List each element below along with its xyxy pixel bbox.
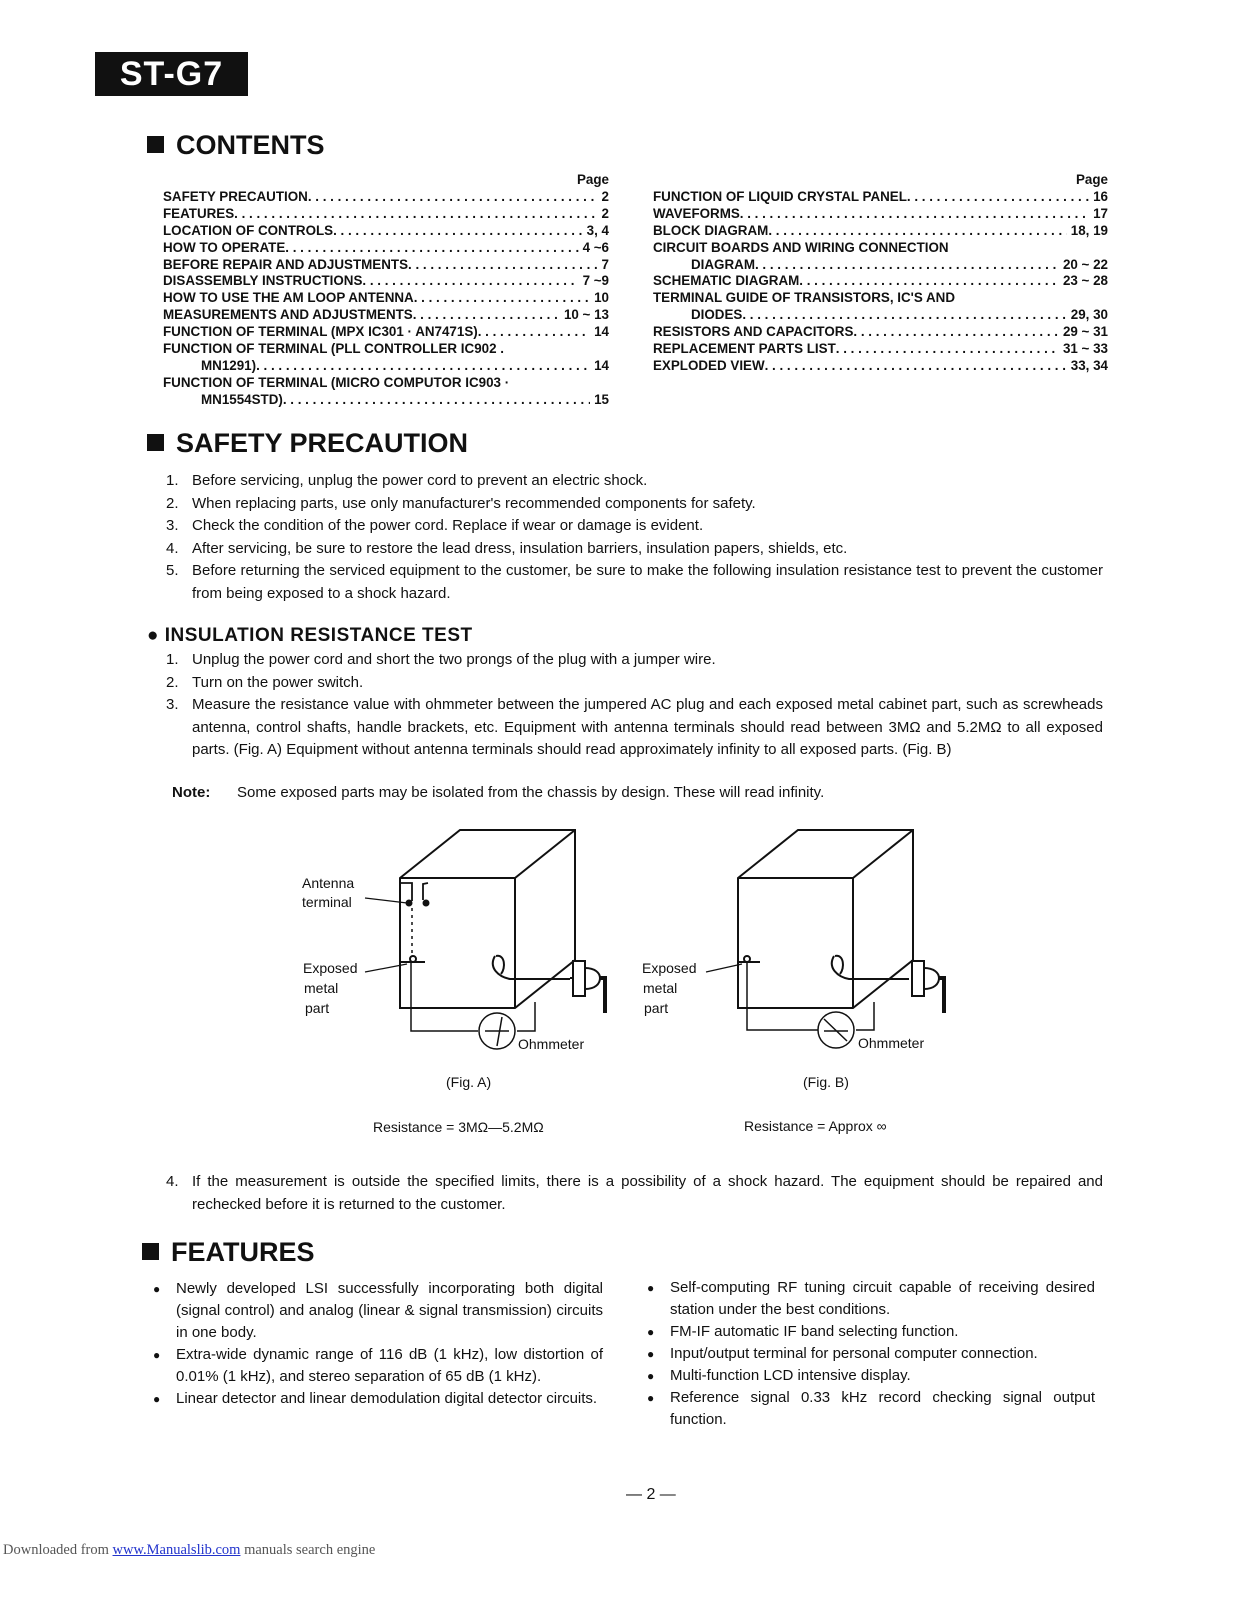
toc-entry-title: MN1554STD) — [201, 391, 283, 407]
manualslib-link[interactable]: www.Manualslib.com — [112, 1542, 241, 1558]
resistance-a: Resistance = 3MΩ—5.2MΩ — [373, 1119, 544, 1135]
list-text: When replacing parts, use only manufacturer's recommended components for safety. — [192, 494, 756, 512]
toc-leader-dots — [755, 257, 1059, 274]
toc-leader-dots — [414, 290, 590, 307]
toc-entry — [653, 206, 1108, 223]
list-number: 3. — [166, 696, 179, 714]
toc-entry-title: BLOCK DIAGRAM — [653, 222, 769, 238]
toc-entry-title: HOW TO OPERATE — [163, 239, 286, 255]
model-badge: ST-G7 — [95, 52, 248, 96]
list-item — [166, 649, 1103, 672]
antenna-terminal-label — [302, 874, 354, 912]
toc-entry-page: 3, 4 — [586, 222, 609, 238]
list-number: 2. — [166, 673, 179, 691]
list-item — [166, 694, 1103, 762]
toc-entry-page: 29 ~ 31 — [1062, 324, 1108, 340]
toc-leader-dots — [907, 189, 1089, 206]
list-text: Unplug the power cord and short the two prongs of the plug with a jumper wire. — [192, 651, 716, 668]
list-item — [166, 560, 1103, 605]
footer-suffix: manuals search engine — [240, 1542, 376, 1558]
list-item — [166, 672, 1103, 695]
list-item — [166, 538, 1103, 561]
insulation-list — [166, 649, 1103, 762]
insulation-heading: ● INSULATION RESISTANCE TEST — [147, 625, 473, 646]
heading-square-icon — [142, 1243, 159, 1260]
toc-entry-page: 4 ~6 — [582, 239, 609, 255]
toc-leader-dots — [799, 273, 1059, 290]
toc-entry-title: WAVEFORMS — [653, 205, 740, 221]
safety-item-4 — [166, 1171, 1103, 1216]
toc-leader-dots — [308, 189, 598, 206]
toc-entry-page: 29, 30 — [1070, 307, 1108, 323]
toc-leader-dots — [408, 257, 598, 274]
exposed-metal-label-b — [642, 958, 696, 1018]
toc-entry-title: MEASUREMENTS AND ADJUSTMENTS — [163, 307, 413, 323]
toc-entry-title: FUNCTION OF TERMINAL (MPX IC301 · AN7471S) — [163, 324, 478, 340]
exposed-label-line3: part — [644, 1000, 669, 1016]
toc-entry-title: SCHEMATIC DIAGRAM — [653, 273, 800, 289]
toc-entry-title: FUNCTION OF TERMINAL (PLL CONTROLLER IC902 . — [163, 341, 504, 357]
toc-leader-dots — [740, 206, 1089, 223]
page-number: — 2 — — [626, 1486, 676, 1503]
toc-entry — [653, 290, 1108, 307]
list-text: Measure the resistance value with ohmmeter between the jumpered AC plug and each exposed metal cabinet part, such as screwheads antenna, control shafts, handle brackets, etc. Equipment with antenna terminals should read between 3MΩ and 5.2MΩ to all exposed parts. (Fig. A) Equipment without antenna terminals should read approximately infinity to all exposed parts. (Fig. B) — [192, 696, 1103, 759]
toc-entry-page: 14 — [594, 324, 609, 340]
toc-entry — [163, 324, 609, 341]
toc-entry-page: 33, 34 — [1070, 357, 1108, 373]
toc-entry — [163, 375, 609, 392]
toc-entry-page: 7 — [601, 256, 609, 272]
toc-entry — [163, 392, 609, 409]
toc-entry — [163, 189, 609, 206]
exposed-label-line2: metal — [304, 980, 339, 996]
toc-entry-title: REPLACEMENT PARTS LIST — [653, 341, 836, 357]
toc-entry-page: 23 ~ 28 — [1062, 273, 1108, 289]
feature-item: ● Input/output terminal for personal computer connection. — [647, 1343, 1095, 1365]
list-item — [166, 515, 1103, 538]
toc-leader-dots — [413, 307, 560, 324]
toc-entry-title: DIODES — [691, 307, 743, 323]
note-label: Note: — [172, 784, 211, 801]
toc-entry-page: 17 — [1093, 205, 1108, 221]
list-text: After servicing, be sure to restore the lead dress, insulation barriers, insulation papers, shields, etc. — [192, 539, 848, 557]
figure-b-diagram — [730, 828, 990, 1058]
feature-item: ● Multi-function LCD intensive display. — [647, 1365, 1095, 1387]
safety-list — [166, 470, 1103, 606]
toc-entry-page: 2 — [601, 205, 609, 221]
toc-entry-page: 2 — [601, 188, 609, 204]
list-item — [166, 1171, 1103, 1216]
toc-leader-dots — [478, 324, 590, 341]
toc-entry — [163, 240, 609, 257]
toc-leader-dots — [742, 307, 1066, 324]
toc-leader-dots — [836, 341, 1059, 358]
antenna-label-line2: terminal — [302, 894, 352, 910]
toc-leader-dots — [853, 324, 1059, 341]
exposed-metal-label-a — [303, 958, 357, 1018]
list-number: 4. — [166, 539, 179, 557]
list-number: 2. — [166, 494, 179, 512]
toc-entry — [653, 223, 1108, 240]
features-list-right — [647, 1277, 1095, 1431]
list-number: 4. — [166, 1173, 179, 1190]
toc-entry-page: 10 — [594, 290, 609, 306]
exposed-label-line3: part — [305, 1000, 330, 1016]
list-text: Before returning the serviced equipment to the customer, be sure to make the following insulation resistance test to prevent the customer from being exposed to a shock hazard. — [192, 562, 1103, 602]
contents-heading: CONTENTS — [147, 130, 325, 160]
toc-leader-dots — [256, 358, 590, 375]
list-text: Before servicing, unplug the power cord to prevent an electric shock. — [192, 472, 648, 489]
toc-entry — [653, 273, 1108, 290]
toc-entry-page: 10 ~ 13 — [563, 307, 609, 323]
features-heading: FEATURES — [142, 1237, 315, 1267]
toc-entry-title: SAFETY PRECAUTION — [163, 188, 308, 204]
toc-entry-title: FEATURES — [163, 205, 235, 221]
toc-entry — [653, 240, 1108, 257]
antenna-label-line1: Antenna — [302, 875, 355, 891]
resistance-b: Resistance = Approx ∞ — [744, 1118, 887, 1134]
toc-entry-title: DISASSEMBLY INSTRUCTIONS — [163, 273, 363, 289]
toc-left-column — [163, 172, 609, 409]
feature-item: ● FM-IF automatic IF band selecting function. — [647, 1321, 1095, 1343]
toc-leader-dots — [285, 240, 578, 257]
feature-item: ● Linear detector and linear demodulation digital detector circuits. — [153, 1388, 603, 1410]
list-text: If the measurement is outside the specified limits, there is a possibility of a shock hazard. The equipment should be repaired and rechecked before it is returned to the customer. — [192, 1173, 1103, 1213]
toc-entry — [163, 257, 609, 274]
toc-entry-title: HOW TO USE THE AM LOOP ANTENNA — [163, 290, 414, 306]
toc-entry-page: 15 — [594, 391, 609, 407]
toc-entry — [653, 358, 1108, 375]
toc-entry-title: TERMINAL GUIDE OF TRANSISTORS, IC'S AND — [653, 290, 956, 306]
list-number: 3. — [166, 517, 179, 535]
fig-a-caption: (Fig. A) — [446, 1074, 492, 1090]
exposed-label-line1: Exposed — [642, 960, 697, 976]
feature-item: ● Extra-wide dynamic range of 116 dB (1 kHz), low distortion of 0.01% (1 kHz), and stereo separation of 65 dB (1 kHz). — [153, 1344, 603, 1388]
toc-entry-page: 7 ~9 — [582, 273, 609, 289]
toc-right-column — [653, 172, 1108, 375]
toc-entry-title: FUNCTION OF LIQUID CRYSTAL PANEL — [653, 188, 907, 204]
footer-prefix: Downloaded from — [3, 1542, 113, 1558]
toc-page-header: Page — [576, 172, 609, 187]
toc-entry — [163, 290, 609, 307]
list-text: Check the condition of the power cord. Replace if wear or damage is evident. — [192, 517, 704, 535]
toc-entry-title: MN1291) — [201, 357, 257, 373]
toc-entry — [653, 341, 1108, 358]
toc-leader-dots — [234, 206, 597, 223]
exposed-label-line1: Exposed — [303, 960, 358, 976]
toc-entry-title: RESISTORS AND CAPACITORS — [653, 324, 854, 340]
toc-page-header: Page — [1075, 172, 1108, 187]
toc-entry — [653, 257, 1108, 274]
figure-a-diagram — [295, 828, 615, 1058]
toc-entry — [163, 273, 609, 290]
ohmmeter-label-b: Ohmmeter — [858, 1035, 925, 1051]
toc-entry-page: 31 ~ 33 — [1062, 341, 1108, 357]
toc-entry-title: FUNCTION OF TERMINAL (MICRO COMPUTOR IC903 · — [163, 374, 510, 390]
toc-entry — [163, 358, 609, 375]
ohmmeter-label-a: Ohmmeter — [518, 1036, 585, 1052]
toc-entry-page: 16 — [1093, 188, 1108, 204]
toc-entry — [163, 307, 609, 324]
toc-entry-page: 20 ~ 22 — [1062, 256, 1108, 272]
feature-item: ● Reference signal 0.33 kHz record checking signal output function. — [647, 1387, 1095, 1431]
toc-entry — [653, 324, 1108, 341]
heading-square-icon — [147, 434, 164, 451]
note-text: Some exposed parts may be isolated from the chassis by design. These will read infinity. — [237, 784, 825, 801]
list-number: 1. — [166, 472, 179, 489]
toc-entry — [653, 307, 1108, 324]
toc-entry-title: BEFORE REPAIR AND ADJUSTMENTS — [163, 256, 409, 272]
toc-entry — [163, 341, 609, 358]
toc-entry-title: DIAGRAM — [691, 256, 755, 272]
download-footer — [3, 1542, 375, 1559]
toc-entry-page: 18, 19 — [1070, 222, 1108, 238]
list-item — [166, 470, 1103, 493]
fig-b-caption: (Fig. B) — [803, 1074, 849, 1090]
exposed-label-line2: metal — [643, 980, 678, 996]
toc-entry-title: LOCATION OF CONTROLS — [163, 222, 334, 238]
toc-entry-title: CIRCUIT BOARDS AND WIRING CONNECTION — [653, 239, 949, 255]
toc-entry — [163, 223, 609, 240]
feature-item: ● Self-computing RF tuning circuit capable of receiving desired station under the best conditions. — [647, 1277, 1095, 1321]
note — [172, 784, 824, 801]
toc-leader-dots — [283, 392, 590, 409]
toc-leader-dots — [333, 223, 583, 240]
list-number: 5. — [166, 562, 179, 580]
toc-entry-title: EXPLODED VIEW — [653, 357, 765, 373]
toc-entry — [163, 206, 609, 223]
safety-heading: SAFETY PRECAUTION — [147, 428, 468, 458]
feature-item: ● Newly developed LSI successfully incorporating both digital (signal control) and analog (linear & signal transmission) circuits in one body. — [153, 1278, 603, 1344]
toc-leader-dots — [362, 273, 578, 290]
toc-entry-page: 14 — [594, 357, 609, 373]
list-item — [166, 493, 1103, 516]
list-number: 1. — [166, 651, 179, 668]
toc-leader-dots — [768, 223, 1066, 240]
heading-square-icon — [147, 136, 164, 153]
toc-leader-dots — [765, 358, 1067, 375]
toc-entry — [653, 189, 1108, 206]
list-text: Turn on the power switch. — [192, 673, 364, 691]
features-list-left — [153, 1278, 603, 1410]
